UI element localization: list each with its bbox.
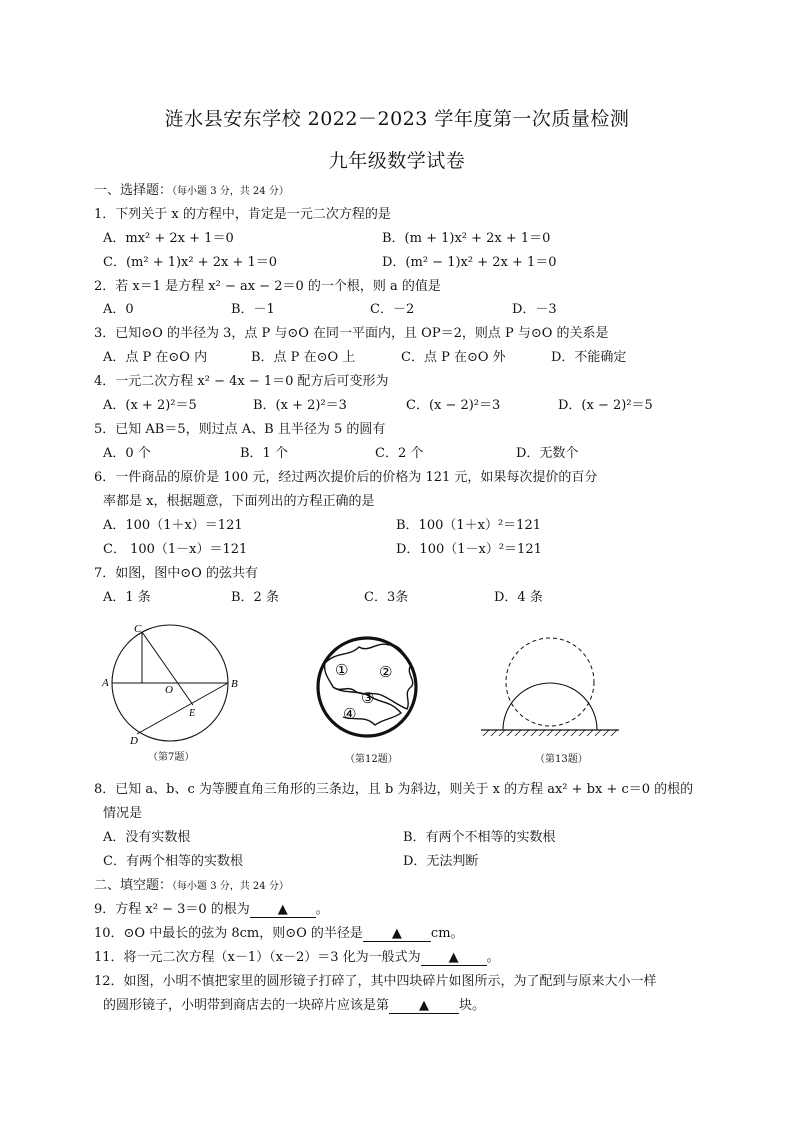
fig7-label-o: O [165,684,173,696]
figure-13-semicircles [475,630,625,745]
q7-option-d: D．4 条 [494,590,543,605]
q6-option-d: D．100（1－x）²＝121 [396,542,542,557]
q1-option-d: D．(m² − 1)x² + 2x + 1＝0 [382,255,557,270]
q2-option-d: D．－3 [512,302,557,317]
fig13-semicircle [503,683,597,730]
q6-option-c: C． 100（1－x）＝121 [103,542,248,557]
figure-12-broken-mirror [315,635,420,740]
q9-suffix: 。 [315,902,329,917]
fig7-label-e: E [189,708,196,719]
q7-stem: 7．如图，图中⊙O 的弦共有 [94,566,258,581]
q11-text: 11．将一元二次方程（x－1）（x－2）＝3 化为一般式为 [94,950,421,965]
q10-suffix: cm。 [430,926,464,941]
q9-text: 9．方程 x² − 3＝0 的根为 [94,902,250,917]
q4-option-c: C．(x − 2)²＝3 [406,398,501,413]
q7-option-b: B．2 条 [231,590,279,605]
q1-option-b: B．(m + 1)x² + 2x + 1＝0 [382,231,551,246]
q4-option-a: A．(x + 2)²＝5 [103,398,197,413]
q3-option-b: B．点 P 在⊙O 上 [251,350,356,365]
exam-title: 涟水县安东学校 2022－2023 学年度第一次质量检测 [164,108,630,130]
q2-option-b: B．－1 [231,302,275,317]
q8-option-b: B．有两个不相等的实数根 [403,830,556,845]
q7-option-a: A．1 条 [103,590,151,605]
fig12-piece-2: ② [379,663,393,681]
figure-7-circle-chords [100,620,260,745]
q8-stem-line1: 8．已知 a、b、c 为等腰直角三角形的三条边，且 b 为斜边，则关于 x 的方程 ax² + bx + c＝0 的根的 [94,782,694,797]
q3-option-c: C．点 P 在⊙O 外 [401,350,506,365]
q2-option-c: C．－2 [370,302,415,317]
q5-option-a: A．0 个 [103,446,151,461]
fig7-label-b: B [231,678,238,690]
fig7-label-c: C [134,623,142,635]
q1-option-a: A．mx² + 2x + 1＝0 [103,231,234,246]
figure-13-caption: （第13题） [535,754,588,765]
q5-option-b: B．1 个 [240,446,288,461]
q9-answer-blank[interactable]: ▲ [250,903,316,918]
q4-option-d: D．(x − 2)²＝5 [558,398,653,413]
q7-option-c: C．3条 [364,590,409,605]
q4-option-b: B．(x + 2)²＝3 [253,398,347,413]
fig12-piece-1: ① [335,661,349,679]
q8-option-c: C．有两个相等的实数根 [103,854,243,869]
q2-stem: 2．若 x＝1 是方程 x² − ax − 2＝0 的一个根，则 a 的值是 [94,279,441,294]
q10-line [94,925,464,943]
q8-option-d: D．无法判断 [403,854,479,869]
figure-7-caption: （第7题） [148,752,195,763]
q6-option-b: B．100（1＋x）²＝121 [396,518,541,533]
q8-option-a: A．没有实数根 [103,830,191,845]
q6-stem-line2: 率都是 x，根据题意，下面列出的方程正确的是 [103,494,375,509]
fig13-ground-hatching [483,730,617,736]
q3-stem: 3．已知⊙O 的半径为 3，点 P 与⊙O 在同一平面内，且 OP＝2，则点 P 与⊙O 的关系是 [94,326,609,341]
q5-option-c: C．2 个 [375,446,424,461]
fig12-piece-3: ③ [361,689,375,707]
section1-note: （每小题 3 分，共 24 分） [172,186,289,197]
fig7-label-d: D [130,735,138,745]
section1-heading: 一、选择题：（每小题 3 分，共 24 分） [94,183,289,198]
q6-option-a: A．100（1＋x）＝121 [103,518,243,533]
q8-stem-line2: 情况是 [103,806,143,821]
q12-answer-blank[interactable]: ▲ [389,999,459,1014]
q9-line [94,901,329,919]
q5-stem: 5．已知 AB＝5，则过点 A、B 且半径为 5 的圆有 [94,422,386,437]
exam-subtitle: 九年级数学试卷 [328,150,466,172]
q5-option-d: D．无数个 [516,446,579,461]
section2-note: （每小题 3 分，共 24 分） [172,881,289,892]
section2-heading: 二、填空题：（每小题 3 分，共 24 分） [94,878,289,893]
q12-text: 的圆形镜子，小明带到商店去的一块碎片应该是第 [103,998,390,1013]
q12-suffix: 块。 [459,998,486,1013]
q10-text: 10．⊙O 中最长的弦为 8cm，则⊙O 的半径是 [94,926,363,941]
q2-option-a: A．0 [103,302,134,317]
fig13-dashed-circle [506,638,594,726]
q3-option-a: A．点 P 在⊙O 内 [103,350,208,365]
q6-stem-line1: 6．一件商品的原价是 100 元，经过两次提价后的价格为 121 元，如果每次提价的百分 [94,470,598,485]
q12-line2 [103,997,485,1015]
q4-stem: 4．一元二次方程 x² − 4x − 1＝0 配方后可变形为 [94,374,389,389]
fig12-piece-4: ④ [343,705,357,723]
q12-line1: 12．如图，小明不慎把家里的圆形镜子打碎了，其中四块碎片如图所示，为了配到与原来大小一样 [94,974,657,989]
q11-line [94,949,500,967]
fig7-label-a: A [102,677,109,689]
q1-stem: 1．下列关于 x 的方程中，肯定是一元二次方程的是 [94,207,391,222]
figure-12-caption: （第12题） [345,754,398,765]
q3-option-d: D．不能确定 [551,350,627,365]
q11-answer-blank[interactable]: ▲ [421,951,487,966]
q11-suffix: 。 [486,950,500,965]
q10-answer-blank[interactable]: ▲ [363,927,431,942]
q1-option-c: C．(m² + 1)x² + 2x + 1＝0 [103,255,278,270]
